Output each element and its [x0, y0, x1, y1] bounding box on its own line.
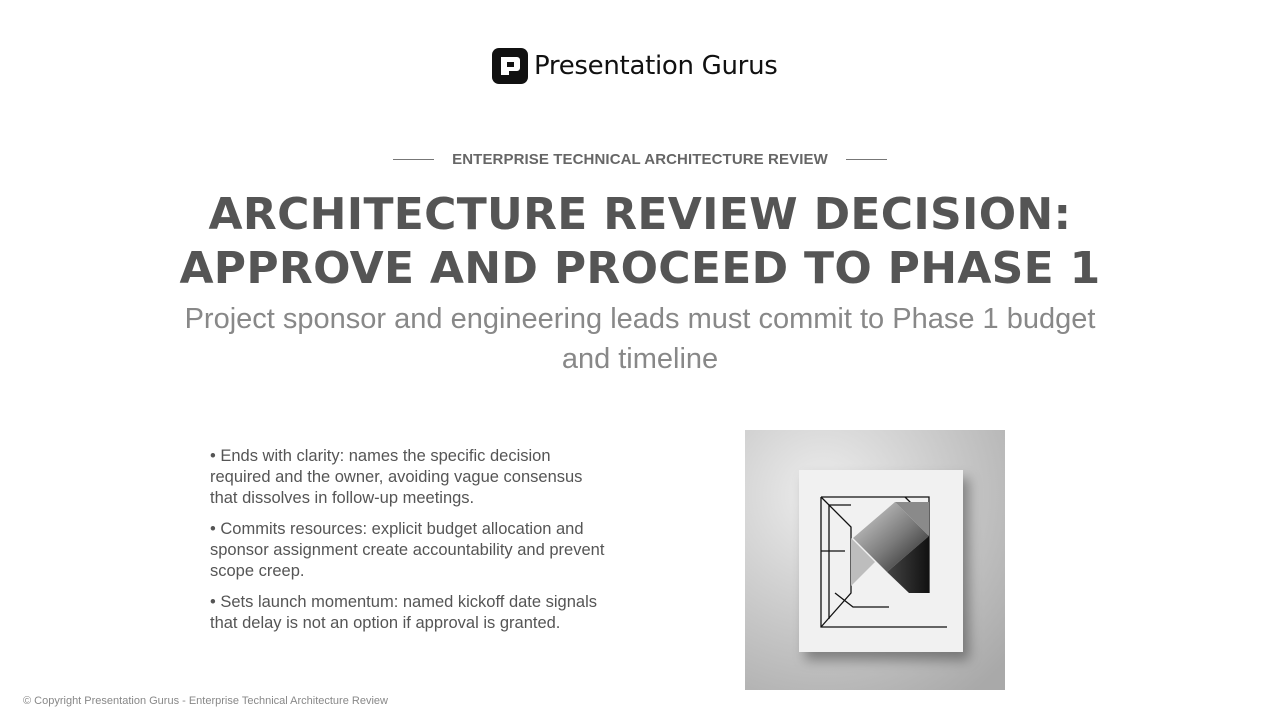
abstract-geometric-frame-image [745, 430, 1005, 690]
slide-subtitle: Project sponsor and engineering leads must commit to Phase 1 budget and timeline [184, 303, 1096, 375]
brand-logo [492, 48, 778, 84]
brand-name: Presentation Gurus [534, 51, 778, 81]
footer-copyright: © Copyright Presentation Gurus - Enterprise Technical Architecture Review [23, 695, 388, 707]
eyebrow-text: ENTERPRISE TECHNICAL ARCHITECTURE REVIEW [452, 151, 828, 168]
slide-title: ARCHITECTURE REVIEW DECISION: APPROVE AND PROCEED TO PHASE 1 [179, 189, 1101, 294]
eyebrow-rule-left [393, 159, 434, 160]
bullet-item: • Ends with clarity: names the specific decision required and the owner, avoiding vague consensus that dissolves in follow-up meetings. [210, 447, 583, 507]
pg-monogram-icon [492, 48, 528, 84]
bullet-list [210, 446, 605, 644]
bullet-item: • Sets launch momentum: named kickoff date signals that delay is not an option if approval is granted. [210, 593, 598, 632]
eyebrow [0, 151, 1280, 168]
bullet-item: • Commits resources: explicit budget allocation and sponsor assignment create accountability and prevent scope creep. [210, 520, 605, 580]
eyebrow-rule-right [846, 159, 887, 160]
